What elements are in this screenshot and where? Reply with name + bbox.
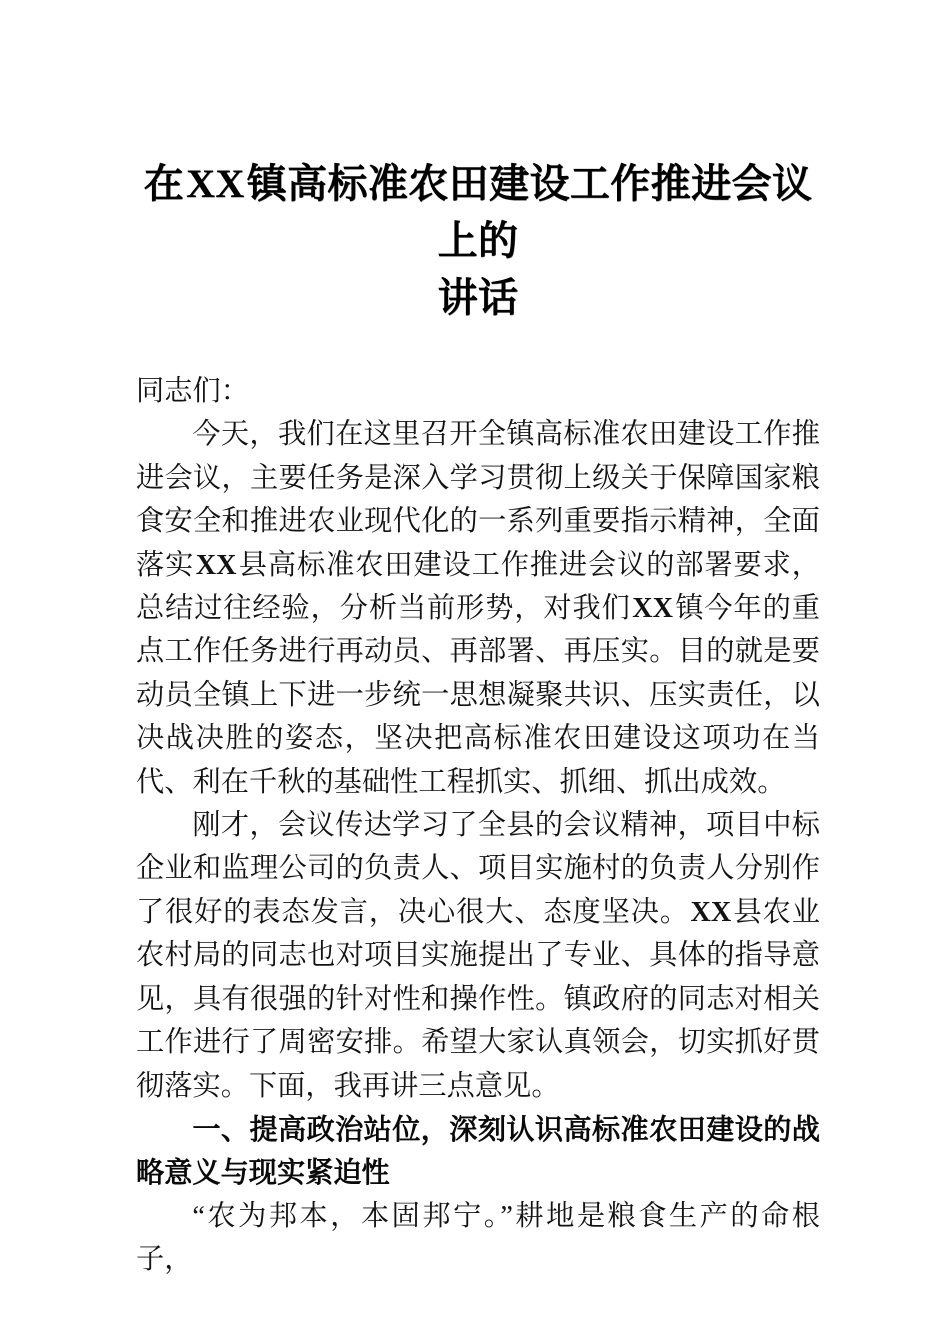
latin-run: XX [632,593,673,625]
section-1-paragraph-1: “农为邦本，本固邦宁。”耕地是粮食生产的命根子， [136,1200,820,1276]
body-paragraph-2: 刚才，会议传达学习了全县的会议精神，项目中标企业和监理公司的负责人、项目实施村的负责人分别作了很好的表态发言，决心很大、态度坚决。XX县农业农村局的同志也对项目实施提出了专业、具体的指导意见，具有很强的针对性和操作性。镇政府的同志对相关工作进行了周密安排。希望大家认真领会，切实抓好贯彻落实。下面，我再讲三点意见。 [136,810,820,1102]
document-content-column [136,0,820,1282]
document-title [136,0,820,326]
body-paragraph-1: 今天，我们在这里召开全镇高标准农田建设工作推进会议，主要任务是深入学习贯彻上级关于保障国家粮食安全和推进农业现代化的一系列重要指示精神，全面落实XX县高标准农田建设工作推进会议的部署要求，总结过往经验，分析当前形势，对我们XX镇今年的重点工作任务进行再动员、再部署、再压实。目的就是要动员全镇上下进一步统一思想凝聚共识、压实责任，以决战决胜的姿态，坚决把高标准农田建设这项功在当代、利在千秋的基础性工程抓实、抓细、抓出成效。 [136,419,820,798]
salutation: 同志们： [136,376,249,407]
latin-run: XX [186,161,245,206]
section-heading-1: 一、提高政治站位，深刻认识高标准农田建设的战略意义与现实紧迫性 [136,1112,820,1189]
document-title-line-2: 讲话 [437,275,519,320]
document-title-line-1: 在XX镇高标准农田建设工作推进会议上的 [143,161,813,263]
latin-run: XX [690,896,732,928]
latin-run: XX [195,549,237,581]
